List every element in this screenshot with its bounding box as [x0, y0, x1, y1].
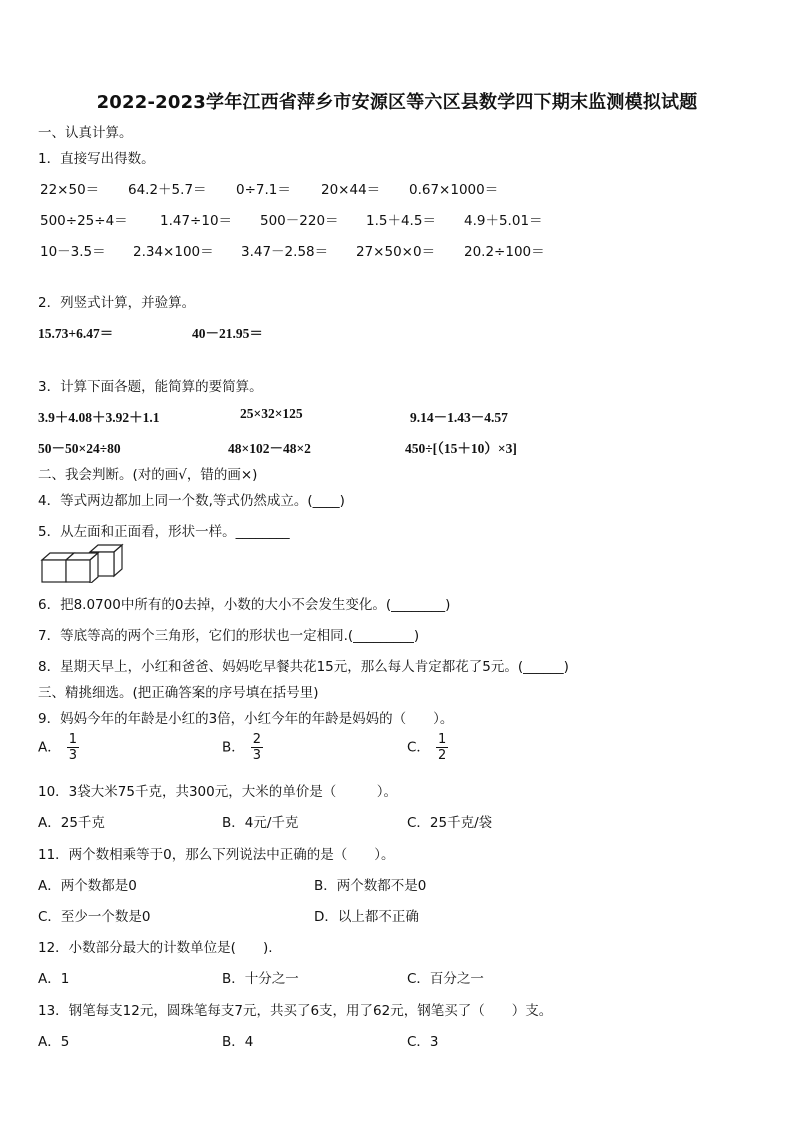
- q10-option-c: C．25千克/袋: [407, 815, 493, 831]
- q1-expr: 500÷25÷4＝: [40, 213, 128, 229]
- q9-option-c: [407, 732, 448, 763]
- q13-option-a: A．5: [38, 1034, 70, 1050]
- numerator: 1: [437, 732, 447, 747]
- question-8: 8．星期天早上，小红和爸爸、妈妈吃早餐共花15元，那么每人肯定都花了5元。(______): [38, 659, 569, 675]
- q9-option-a: [38, 732, 79, 763]
- q3-item: 25×32×125: [240, 406, 303, 421]
- question-6: 6．把8.0700中所有的0去掉，小数的大小不会发生变化。(________): [38, 597, 451, 613]
- q1-expr: 1.47÷10＝: [160, 213, 233, 229]
- q1-expr: 3.47－2.58＝: [241, 244, 329, 260]
- q10-option-a: A．25千克: [38, 815, 105, 831]
- q1-expr: 4.9＋5.01＝: [464, 213, 543, 229]
- numerator: 1: [68, 732, 78, 747]
- q1-expr: 27×50×0＝: [356, 244, 436, 260]
- fraction: [251, 732, 263, 763]
- option-label: C．: [407, 739, 430, 756]
- denominator: 2: [437, 748, 447, 763]
- q3-item: 50－50×24÷80: [38, 441, 121, 456]
- q1-expr: 0÷7.1＝: [236, 182, 291, 198]
- question-2-prompt: 2．列竖式计算，并验算。: [38, 295, 196, 311]
- section-3-heading: 三、精挑细选。(把正确答案的序号填在括号里): [38, 685, 319, 701]
- q2-item: 15.73+6.47＝: [38, 326, 114, 341]
- q3-item: 450÷[（15＋10）×3]: [405, 441, 517, 456]
- numerator: 2: [252, 732, 262, 747]
- page-title: 2022-2023学年江西省萍乡市安源区等六区县数学四下期末监测模拟试题: [96, 92, 698, 113]
- q12-option-a: A．1: [38, 971, 70, 987]
- q10-option-b: B．4元/千克: [222, 815, 299, 831]
- q3-item: 48×102－48×2: [228, 441, 311, 456]
- option-label: B．: [222, 739, 245, 756]
- q12-option-b: B．十分之一: [222, 971, 299, 987]
- q1-expr: 22×50＝: [40, 182, 100, 198]
- question-13-prompt: 13．钢笔每支12元，圆珠笔每支7元，共买了6支，用了62元，钢笔买了（ ）支。: [38, 1003, 553, 1019]
- question-3-prompt: 3．计算下面各题，能简算的要简算。: [38, 379, 263, 395]
- fraction: [67, 732, 79, 763]
- option-label: A．: [38, 739, 61, 756]
- q11-option-c: C．至少一个数是0: [38, 909, 151, 925]
- question-12-prompt: 12．小数部分最大的计数单位是( ).: [38, 940, 273, 956]
- q11-option-b: B．两个数都不是0: [314, 878, 427, 894]
- q2-item: 40－21.95＝: [192, 326, 263, 341]
- question-9-prompt: 9．妈妈今年的年龄是小红的3倍，小红今年的年龄是妈妈的（ ）。: [38, 711, 454, 727]
- q1-expr: 64.2＋5.7＝: [128, 182, 207, 198]
- section-2-heading: 二、我会判断。(对的画√，错的画×): [38, 467, 258, 483]
- question-10-prompt: 10．3袋大米75千克，共300元，大米的单价是（ ）。: [38, 784, 397, 800]
- question-4: 4．等式两边都加上同一个数,等式仍然成立。(____): [38, 493, 345, 509]
- q1-expr: 1.5＋4.5＝: [366, 213, 436, 229]
- denominator: 3: [252, 748, 262, 763]
- q1-expr: 20.2÷100＝: [464, 244, 545, 260]
- q1-expr: 10－3.5＝: [40, 244, 106, 260]
- question-7: 7．等底等高的两个三角形，它们的形状也一定相同.(_________): [38, 628, 420, 644]
- q3-item: 3.9＋4.08＋3.92＋1.1: [38, 410, 160, 425]
- denominator: 3: [68, 748, 78, 763]
- section-1-heading: 一、认真计算。: [38, 125, 133, 141]
- q1-expr: 500－220＝: [260, 213, 339, 229]
- q3-item: 9.14－1.43－4.57: [410, 410, 508, 425]
- question-5: 5．从左面和正面看，形状一样。________: [38, 524, 290, 540]
- question-11-prompt: 11．两个数相乘等于0，那么下列说法中正确的是（ ）。: [38, 847, 395, 863]
- q13-option-b: B．4: [222, 1034, 254, 1050]
- q11-option-a: A．两个数都是0: [38, 878, 137, 894]
- q9-option-b: [222, 732, 263, 763]
- q13-option-c: C．3: [407, 1034, 439, 1050]
- question-1-prompt: 1．直接写出得数。: [38, 151, 155, 167]
- q1-expr: 2.34×100＝: [133, 244, 214, 260]
- q12-option-c: C．百分之一: [407, 971, 484, 987]
- q1-expr: 20×44＝: [321, 182, 381, 198]
- q1-expr: 0.67×1000＝: [409, 182, 499, 198]
- q11-option-d: D．以上都不正确: [314, 909, 419, 925]
- fraction: [436, 732, 448, 763]
- cube-figure: [40, 543, 126, 583]
